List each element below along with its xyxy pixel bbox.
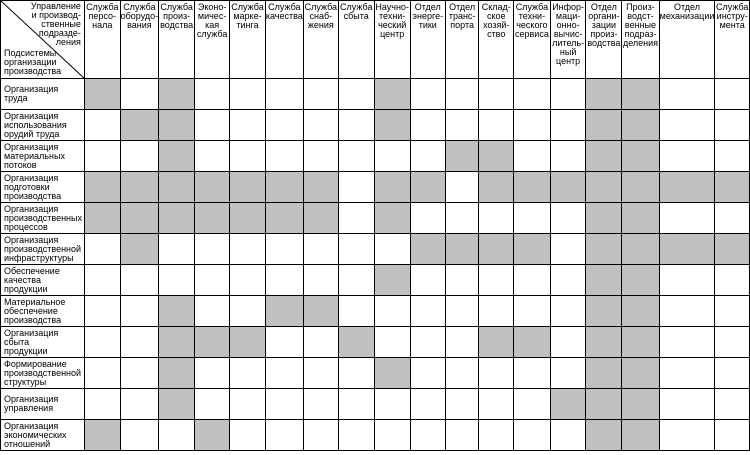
matrix-cell-empty [84,234,120,265]
matrix-cell-empty [410,79,445,110]
matrix-cell-empty [479,420,514,451]
matrix-cell-empty [550,141,586,172]
matrix-cell-empty [659,141,715,172]
matrix-cell-empty [659,296,715,327]
matrix-cell-empty [410,110,445,141]
matrix-cell-marked [338,327,374,358]
column-header: Инфор- маци- онно- вычис- литель- ный центр [550,1,586,79]
matrix-cell-empty [338,172,374,203]
matrix-cell-marked [479,234,514,265]
matrix-cell-empty [479,265,514,296]
matrix-cell-empty [445,296,479,327]
matrix-cell-empty [303,389,338,420]
matrix-cell-empty [410,296,445,327]
matrix-cell-empty [550,327,586,358]
matrix-cell-marked [195,172,230,203]
matrix-cell-marked [550,389,586,420]
matrix-cell-empty [230,110,266,141]
matrix-cell-marked [622,296,659,327]
matrix-cell-empty [410,358,445,389]
row-header: Организация использования орудий труда [1,110,85,141]
matrix-cell-marked [120,203,159,234]
corner-cell [1,1,85,79]
matrix-cell-marked [84,420,120,451]
matrix-body [1,79,750,451]
matrix-cell-empty [513,79,550,110]
matrix-cell-marked [120,234,159,265]
matrix-cell-marked [303,172,338,203]
matrix-cell-marked [265,203,303,234]
matrix-cell-marked [586,420,622,451]
matrix-cell-marked [622,110,659,141]
matrix-row [1,358,750,389]
matrix-cell-empty [513,110,550,141]
matrix-cell-marked [479,141,514,172]
matrix-cell-marked [303,296,338,327]
matrix-cell-empty [303,420,338,451]
matrix-cell-empty [265,420,303,451]
matrix-cell-marked [159,203,195,234]
matrix-cell-empty [513,389,550,420]
matrix-cell-empty [715,327,750,358]
matrix-cell-empty [410,203,445,234]
matrix-row [1,296,750,327]
column-header: Научно- техни- ческий центр [374,1,410,79]
matrix-cell-empty [410,327,445,358]
matrix-cell-empty [374,420,410,451]
matrix-cell-marked [586,79,622,110]
matrix-cell-empty [715,389,750,420]
row-header: Обеспечение качества продукции [1,265,85,296]
matrix-cell-marked [445,234,479,265]
matrix-cell-marked [120,172,159,203]
matrix-cell-marked [159,172,195,203]
row-header: Организация управления [1,389,85,420]
matrix-cell-empty [374,141,410,172]
matrix-cell-empty [230,389,266,420]
matrix-cell-empty [120,327,159,358]
matrix-cell-empty [303,265,338,296]
matrix-cell-marked [622,79,659,110]
column-header: Отдел механизации [659,1,715,79]
matrix-cell-marked [513,327,550,358]
matrix-cell-empty [659,79,715,110]
matrix-cell-empty [84,389,120,420]
row-header: Организация труда [1,79,85,110]
matrix-cell-empty [120,296,159,327]
matrix-cell-empty [84,141,120,172]
matrix-cell-empty [338,203,374,234]
matrix-cell-empty [120,358,159,389]
matrix-cell-empty [265,141,303,172]
matrix-cell-marked [479,327,514,358]
matrix-row [1,172,750,203]
column-header: Служба снаб- жения [303,1,338,79]
matrix-cell-marked [715,172,750,203]
matrix-cell-empty [513,203,550,234]
matrix-cell-empty [659,420,715,451]
matrix-cell-empty [513,265,550,296]
matrix-cell-marked [622,420,659,451]
matrix-cell-marked [159,79,195,110]
matrix-cell-empty [230,265,266,296]
matrix-cell-marked [622,234,659,265]
matrix-cell-marked [303,203,338,234]
matrix-cell-marked [513,172,550,203]
matrix-cell-empty [513,420,550,451]
row-header: Организация материальных потоков [1,141,85,172]
corner-bottom-label: Подсистемы организации производства [4,48,62,76]
matrix-cell-marked [374,79,410,110]
matrix-cell-marked [622,265,659,296]
matrix-cell-empty [159,420,195,451]
matrix-cell-empty [303,79,338,110]
matrix-cell-marked [622,203,659,234]
matrix-cell-marked [159,296,195,327]
matrix-cell-marked [622,141,659,172]
column-header: Служба персо- нала [84,1,120,79]
matrix-cell-empty [445,327,479,358]
matrix-cell-empty [659,389,715,420]
matrix-cell-empty [550,79,586,110]
matrix-cell-empty [338,234,374,265]
matrix-cell-empty [338,79,374,110]
row-header: Материальное обеспечение производства [1,296,85,327]
row-header: Организация подготовки производства [1,172,85,203]
matrix-cell-marked [230,203,266,234]
matrix-cell-empty [265,234,303,265]
matrix-cell-empty [230,234,266,265]
matrix-cell-marked [586,203,622,234]
matrix-cell-empty [230,358,266,389]
matrix-cell-empty [715,79,750,110]
matrix-cell-empty [550,420,586,451]
matrix-cell-empty [195,234,230,265]
matrix-cell-empty [410,389,445,420]
matrix-cell-empty [230,79,266,110]
column-header: Служба качества [265,1,303,79]
matrix-cell-empty [550,203,586,234]
matrix-row [1,265,750,296]
matrix-cell-marked [659,234,715,265]
matrix-cell-empty [410,265,445,296]
row-header: Организация производственной инфраструктуры [1,234,85,265]
row-header: Организация экономических отношений [1,420,85,451]
matrix-cell-marked [159,141,195,172]
matrix-cell-empty [303,110,338,141]
matrix-cell-empty [479,79,514,110]
matrix-cell-empty [659,110,715,141]
matrix-cell-empty [445,203,479,234]
matrix-cell-empty [195,265,230,296]
matrix-cell-empty [445,358,479,389]
matrix-cell-marked [622,358,659,389]
column-header: Произ- водст- венные подраз- деления [622,1,659,79]
column-header: Служба сбыта [338,1,374,79]
matrix-cell-marked [374,172,410,203]
column-header: Эконо- мичес- кая служба [195,1,230,79]
matrix-cell-empty [338,420,374,451]
matrix-cell-empty [338,265,374,296]
matrix-cell-empty [445,389,479,420]
matrix-cell-marked [586,327,622,358]
matrix-cell-empty [84,265,120,296]
matrix-cell-marked [410,234,445,265]
matrix-cell-empty [715,110,750,141]
matrix-cell-empty [550,296,586,327]
corner-top-label: Управление и производ- ственные подразде- ления [30,1,81,47]
matrix-cell-empty [265,110,303,141]
matrix-cell-empty [659,358,715,389]
matrix-cell-empty [303,234,338,265]
matrix-cell-marked [265,296,303,327]
matrix-cell-empty [120,141,159,172]
matrix-cell-empty [374,234,410,265]
matrix-row [1,79,750,110]
matrix-cell-empty [195,110,230,141]
matrix-cell-empty [84,296,120,327]
matrix-cell-empty [230,141,266,172]
matrix-cell-empty [195,389,230,420]
matrix-cell-marked [159,110,195,141]
matrix-row [1,234,750,265]
matrix-cell-marked [374,265,410,296]
matrix-cell-marked [374,358,410,389]
matrix-cell-empty [195,296,230,327]
matrix-cell-empty [303,327,338,358]
matrix-cell-empty [338,110,374,141]
matrix-cell-empty [513,358,550,389]
matrix-cell-empty [265,327,303,358]
matrix-cell-marked [195,203,230,234]
matrix-cell-empty [338,358,374,389]
matrix-cell-empty [230,420,266,451]
matrix-cell-marked [84,203,120,234]
matrix-cell-empty [84,110,120,141]
matrix-cell-empty [550,234,586,265]
matrix-cell-marked [622,327,659,358]
matrix-cell-marked [374,203,410,234]
matrix-cell-empty [513,141,550,172]
matrix-cell-marked [513,234,550,265]
matrix-cell-empty [445,172,479,203]
matrix-cell-empty [715,141,750,172]
matrix-cell-empty [338,296,374,327]
matrix-cell-empty [513,296,550,327]
column-header: Служба марке- тинга [230,1,266,79]
matrix-cell-empty [195,358,230,389]
matrix-cell-empty [479,203,514,234]
matrix-cell-empty [265,358,303,389]
matrix-cell-marked [230,172,266,203]
header-row [1,1,750,79]
column-header: Склад- ское хозяй- ство [479,1,514,79]
matrix-cell-empty [265,265,303,296]
matrix-cell-marked [586,234,622,265]
matrix-cell-marked [659,172,715,203]
matrix-cell-empty [479,358,514,389]
matrix-cell-marked [410,172,445,203]
matrix-cell-marked [84,172,120,203]
matrix-cell-empty [265,79,303,110]
matrix-cell-empty [230,296,266,327]
matrix-row [1,327,750,358]
matrix-cell-marked [586,265,622,296]
matrix-cell-empty [410,420,445,451]
matrix-cell-empty [84,358,120,389]
matrix-cell-marked [586,110,622,141]
matrix-cell-empty [715,203,750,234]
matrix-cell-marked [622,389,659,420]
matrix-cell-marked [479,172,514,203]
matrix-cell-empty [715,420,750,451]
matrix-cell-marked [159,358,195,389]
matrix-cell-empty [479,110,514,141]
column-header: Служба произ- водства [159,1,195,79]
matrix-cell-empty [374,389,410,420]
matrix-cell-empty [374,296,410,327]
matrix-cell-marked [586,358,622,389]
matrix-cell-marked [120,110,159,141]
column-header: Служба техни- ческого сервиса [513,1,550,79]
matrix-cell-empty [195,79,230,110]
matrix-cell-empty [550,358,586,389]
row-header: Организация производственных процессов [1,203,85,234]
matrix-cell-marked [586,172,622,203]
matrix-row [1,141,750,172]
matrix-cell-empty [445,110,479,141]
matrix-cell-empty [445,265,479,296]
matrix-cell-marked [159,327,195,358]
matrix-cell-empty [195,141,230,172]
matrix-cell-marked [445,141,479,172]
column-header: Отдел энерге- тики [410,1,445,79]
matrix-cell-marked [715,234,750,265]
matrix-cell-marked [84,79,120,110]
matrix-cell-marked [195,327,230,358]
matrix-cell-empty [303,141,338,172]
matrix-cell-empty [84,327,120,358]
column-header: Служба оборудо- вания [120,1,159,79]
matrix-cell-marked [265,172,303,203]
matrix-row [1,420,750,451]
matrix-cell-empty [120,79,159,110]
matrix-cell-marked [586,141,622,172]
column-header: Служба инстру- мента [715,1,750,79]
matrix-cell-marked [586,296,622,327]
matrix-cell-empty [265,389,303,420]
matrix-cell-marked [586,389,622,420]
column-header: Отдел органи- зации произ- водства [586,1,622,79]
matrix-cell-marked [374,110,410,141]
matrix-row [1,203,750,234]
matrix-cell-empty [659,327,715,358]
matrix-cell-empty [374,327,410,358]
row-header: Организация сбыта продукции [1,327,85,358]
matrix-cell-empty [479,296,514,327]
matrix-cell-empty [159,234,195,265]
matrix-cell-empty [715,265,750,296]
matrix-cell-marked [195,420,230,451]
matrix-cell-empty [715,296,750,327]
matrix-cell-empty [659,265,715,296]
matrix-cell-empty [338,389,374,420]
matrix-cell-empty [550,110,586,141]
matrix-row [1,389,750,420]
matrix-cell-empty [715,358,750,389]
matrix-cell-empty [120,420,159,451]
matrix-cell-empty [479,389,514,420]
matrix-cell-empty [120,389,159,420]
matrix-cell-marked [622,172,659,203]
matrix-cell-empty [445,420,479,451]
matrix-cell-marked [550,172,586,203]
matrix-cell-empty [410,141,445,172]
matrix-row [1,110,750,141]
matrix-cell-empty [550,265,586,296]
row-header: Формирование производственной структуры [1,358,85,389]
matrix-cell-empty [659,203,715,234]
matrix-cell-empty [445,79,479,110]
matrix-cell-marked [230,327,266,358]
matrix-cell-marked [159,389,195,420]
matrix-cell-empty [338,141,374,172]
matrix-cell-empty [120,265,159,296]
column-header: Отдел транс- порта [445,1,479,79]
matrix-cell-empty [303,358,338,389]
matrix-cell-empty [159,265,195,296]
